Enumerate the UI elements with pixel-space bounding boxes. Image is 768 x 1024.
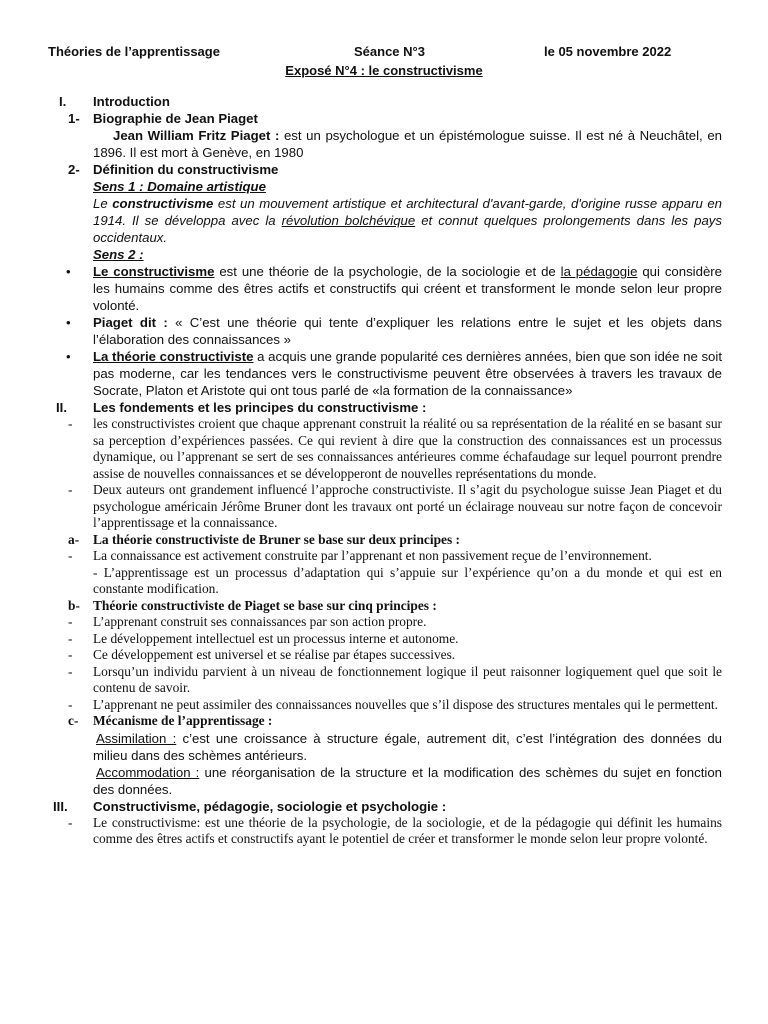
dash-icon: - — [68, 482, 73, 497]
pedagogy-link: la pédagogie — [560, 264, 638, 279]
bullet-icon: • — [66, 315, 71, 330]
accommodation-paragraph: Accommodation : une réorganisation de la structure et la modification des schèmes du sujet en fonction des données. — [93, 764, 722, 797]
accommodation-label: Accommodation : — [96, 764, 200, 780]
dash-item: - les constructivistes croient que chaque apprenant construit la réalité ou sa représentation de la réalité en se basant sur sa perception d’expériences passées. Ce qui revient à dire que la construction des connaissances est un processus dynamique, ou l’apprenant se sert de ses connaissances antérieures comme échafaudage sur lequel pourront prendre assise de nouvelles connaissances et se développeront de nouvelles représentations du monde. — [68, 416, 722, 481]
dash-icon: - — [68, 696, 73, 712]
subsection-title: Théorie constructiviste de Piaget se base sur cinq principes : — [93, 597, 437, 613]
bullet-icon: • — [66, 264, 71, 279]
subsection-biography — [0, 110, 768, 127]
section-title: Les fondements et les principes du constructivisme : — [93, 400, 427, 415]
biography-name: Jean William Fritz Piaget : — [113, 128, 280, 143]
bullet-icon: • — [66, 349, 71, 364]
dash-icon: - — [68, 663, 73, 679]
subsection-title: Mécanisme de l’apprentissage : — [93, 713, 273, 728]
bruner-principle-2: - L’apprentissage est un processus d’adaptation qui s’appuie sur l’expérience qu’on a du monde et qui est en constante modification. — [93, 564, 722, 596]
subsection-number: b- — [68, 597, 80, 613]
dash-icon: - — [68, 814, 73, 830]
section-3-heading — [0, 798, 768, 815]
bullet-item: • La théorie constructiviste a acquis une grande popularité ces dernières années, bien que son idée ne soit pas moderne, car les tendances vers le constructivisme peuvent être observées à travers les travaux de Socrate, Platon et Aristote qui ont tous parlé de «la formation de la connaissance» — [66, 349, 722, 398]
dash-item: - L’apprenant construit ses connaissances par son action propre. — [68, 614, 427, 629]
dash-item: - Deux auteurs ont grandement influencé l’approche constructiviste. Il s’agit du psychologue suisse Jean Piaget et du psychologue américain Jérôme Bruner dont les travaux ont porté un éclairage nouveau sur notre façon de concevoir l’apprentissage et la connaissance. — [68, 482, 722, 530]
bullet-item: • Le constructivisme est une théorie de la psychologie, de la sociologie et de la pédagogie qui considère les humains comme des êtres actifs et constructifs qui créent et transforment le monde selon leur propre volonté. — [66, 264, 722, 313]
bolshevik-revolution-link: révolution bolchévique — [281, 213, 416, 228]
subsection-bruner — [0, 532, 768, 549]
dash-item: - Le développement intellectuel est un processus interne et autonome. — [68, 630, 459, 646]
dash-icon: - — [68, 614, 73, 629]
section-title: Constructivisme, pédagogie, sociologie et psychologie : — [93, 798, 447, 814]
section-number: III. — [53, 798, 68, 814]
subsection-title: La théorie constructiviste de Bruner se base sur deux principes : — [93, 531, 460, 547]
document-body — [0, 93, 768, 848]
dash-icon: - — [68, 416, 73, 431]
biography-paragraph: Jean William Fritz Piaget : est un psychologue et un épistémologue suisse. Il est né à Neuchâtel, en 1896. Il est mort à Genève, en 1980 — [93, 128, 722, 160]
dash-icon: - — [68, 630, 73, 646]
subsection-mechanism — [0, 713, 768, 730]
assimilation-label: Assimilation : — [96, 730, 177, 746]
dash-item: - Ce développement est universel et se réalise par étapes successives. — [68, 647, 456, 662]
section-number: I. — [59, 94, 67, 109]
subsection-definition — [0, 161, 768, 178]
section-title: Introduction — [93, 94, 170, 109]
dash-item: - Le constructivisme: est une théorie de la psychologie, de la sociologie, et de la pédagogie qui définit les humains comme des êtres actifs et constructifs ayant le potentiel de créer et transformer le monde selon leur propre volonté. — [68, 814, 722, 846]
section-1-heading — [0, 93, 768, 110]
bullet-item: • Piaget dit : « C’est une théorie qui tente d’expliquer les relations entre le sujet et les objets dans l’élaboration des connaissances » — [66, 315, 723, 347]
dash-item: - La connaissance est activement construite par l’apprenant et non passivement reçue de l’environnement. — [68, 548, 652, 563]
subsection-number: c- — [68, 713, 79, 728]
subsection-number: 1- — [68, 111, 80, 126]
section-number: II. — [56, 400, 67, 415]
dash-item: - Lorsqu’un individu parvient à un niveau de fonctionnement logique il peut raisonner logiquement quel que soit le contenu de savoir. — [68, 663, 722, 695]
subsection-piaget — [0, 598, 768, 615]
session-date: le 05 novembre 2022 — [544, 44, 672, 59]
course-name: Théories de l’apprentissage — [48, 44, 220, 59]
document-title: Exposé N°4 : le constructivisme — [285, 63, 483, 78]
sense-1-heading: Sens 1 : Domaine artistique — [93, 179, 266, 194]
dash-item: - L’apprenant ne peut assimiler des connaissances nouvelles que s’il dispose des structures mentales qui le permettent. — [68, 696, 718, 712]
page-header — [48, 44, 728, 62]
subsection-number: 2- — [68, 162, 80, 177]
dash-icon: - — [68, 647, 73, 662]
subsection-title: Définition du constructivisme — [93, 162, 279, 177]
assimilation-paragraph: Assimilation : c’est une croissance à structure égale, autrement dit, c’est l’intégration des données du milieu dans des schèmes antérieurs. — [93, 730, 722, 763]
subsection-title: Biographie de Jean Piaget — [93, 111, 258, 126]
subsection-number: a- — [68, 531, 80, 547]
sense-2-heading: Sens 2 : — [93, 247, 144, 262]
dash-icon: - — [68, 548, 73, 563]
session-number: Séance N°3 — [354, 44, 425, 59]
section-2-heading — [0, 399, 768, 416]
sense-1-paragraph: Le constructivisme est un mouvement artistique et architectural d'avant-garde, d'origine russe apparu en 1914. Il se développa avec la révolution bolchévique et connut quelques prolongements dans les pays occidentaux. — [93, 196, 722, 245]
